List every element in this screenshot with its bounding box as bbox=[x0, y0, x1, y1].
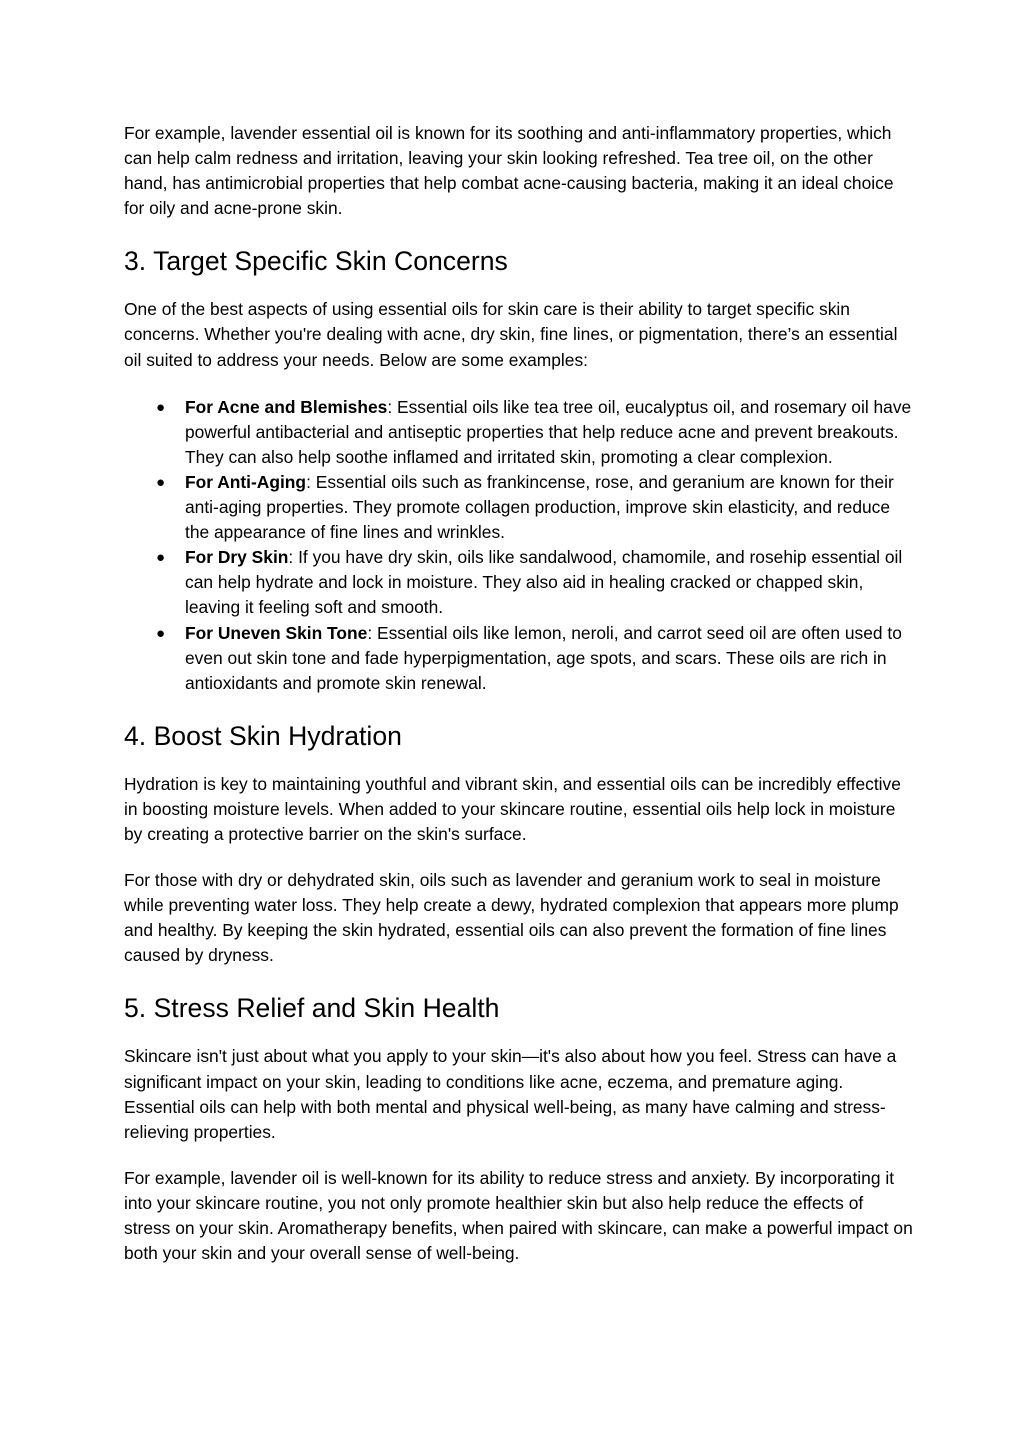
list-item bbox=[124, 470, 914, 545]
bullet-icon: ● bbox=[156, 549, 166, 567]
bullet-icon: ● bbox=[156, 398, 166, 416]
list-item-text: : If you have dry skin, oils like sandalwood, chamomile, and rosehip essential oil can help hydrate and lock in moisture. They also aid in healing cracked or chapped skin, leaving it feeling soft and smooth. bbox=[185, 547, 903, 618]
list-item-label: For Acne and Blemishes bbox=[185, 396, 388, 417]
skin-concerns-list bbox=[124, 395, 914, 696]
section-heading-hydration: 4. Boost Skin Hydration bbox=[124, 720, 402, 751]
list-item bbox=[124, 621, 914, 696]
list-item bbox=[124, 395, 914, 470]
document-page bbox=[124, 121, 914, 1266]
list-item-label: For Dry Skin bbox=[185, 547, 289, 568]
list-item bbox=[124, 545, 914, 620]
list-item-text: : Essential oils such as frankincense, rose, and geranium are known for their anti-aging properties. They promote collagen production, improve skin elasticity, and reduce the appearance of fine lines and wrinkles. bbox=[185, 471, 894, 543]
section-heading-stress-relief: 5. Stress Relief and Skin Health bbox=[124, 993, 500, 1024]
section-paragraph: Hydration is key to maintaining youthful and vibrant skin, and essential oils can be incredibly effective in boosting moisture levels. When added to your skincare routine, essential oils help lock in moisture by creating a protective barrier on the skin's surface. bbox=[124, 773, 901, 844]
list-item-label: For Anti-Aging bbox=[185, 471, 307, 492]
section-paragraph: Skincare isn't just about what you apply to your skin—it's also about how you feel. Stress can have a significant impact on your skin, leading to conditions like acne, eczema, and premature aging. Essential oils can help with both mental and physical well-being, as many have calming and stress-relieving properties. bbox=[124, 1046, 897, 1142]
list-item-text: : Essential oils like lemon, neroli, and carrot seed oil are often used to even out skin tone and fade hyperpigmentation, age spots, and scars. These oils are rich in antioxidants and promote skin renewal. bbox=[185, 622, 902, 693]
section-paragraph: For those with dry or dehydrated skin, oils such as lavender and geranium work to seal in moisture while preventing water loss. They help create a dewy, hydrated complexion that appears more plump and healthy. By keeping the skin hydrated, essential oils can also prevent the formation of fine lines caused by dryness. bbox=[124, 870, 899, 966]
list-item-label: For Uneven Skin Tone bbox=[185, 622, 368, 643]
section-paragraph: One of the best aspects of using essential oils for skin care is their ability to target specific skin concerns. Whether you're dealing with acne, dry skin, fine lines, or pigmentation, there’s an essential oil suited to address your needs. Below are some examples: bbox=[124, 299, 898, 370]
bullet-icon: ● bbox=[156, 624, 166, 642]
intro-paragraph: For example, lavender essential oil is known for its soothing and anti-inflammatory properties, which can help calm redness and irritation, leaving your skin looking refreshed. Tea tree oil, on the other hand, has antimicrobial properties that help combat acne-causing bacteria, making it an ideal choice for oily and acne-prone skin. bbox=[124, 123, 894, 219]
section-heading-target-concerns: 3. Target Specific Skin Concerns bbox=[124, 246, 508, 277]
bullet-icon: ● bbox=[156, 473, 166, 491]
list-item-text: : Essential oils like tea tree oil, eucalyptus oil, and rosemary oil have powerful antibacterial and antiseptic properties that help reduce acne and prevent breakouts. They can also help soothe inflamed and irritated skin, promoting a clear complexion. bbox=[185, 396, 912, 467]
section-paragraph: For example, lavender oil is well-known for its ability to reduce stress and anxiety. By incorporating it into your skincare routine, you not only promote healthier skin but also help reduce the effects of stress on your skin. Aromatherapy benefits, when paired with skincare, can make a powerful impact on both your skin and your overall sense of well-being. bbox=[124, 1167, 913, 1264]
